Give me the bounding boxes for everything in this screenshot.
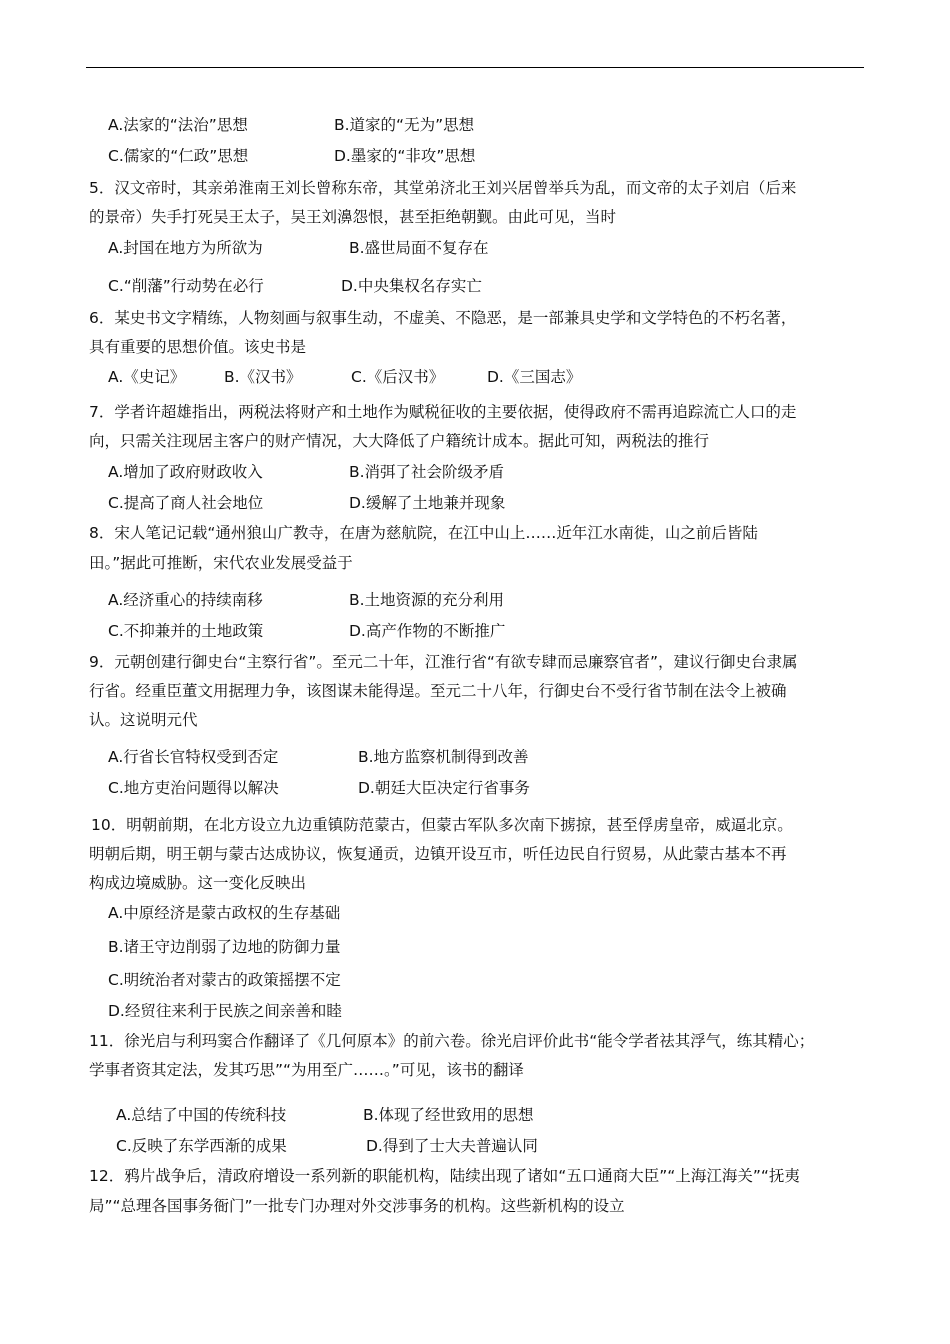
q4-option-b[interactable]: B.道家的“无为”思想	[334, 116, 475, 134]
q10-stem-line: 明朝后期，明王朝与蒙古达成协议，恢复通贡，边镇开设互市，听任边民自行贸易，从此蒙古基本不再	[89, 845, 787, 863]
q9-option-d[interactable]: D.朝廷大臣决定行省事务	[358, 779, 530, 797]
q10-option-b[interactable]: B.诸王守边削弱了边地的防御力量	[108, 938, 341, 956]
q9-option-a[interactable]: A.行省长官特权受到否定	[108, 748, 279, 766]
q6-stem-line: 6．某史书文字精练，人物刻画与叙事生动，不虚美、不隐恶，是一部兼具史学和文学特色的不朽名著，	[89, 309, 797, 327]
q10-stem-line: 10．明朝前期，在北方设立九边重镇防范蒙古，但蒙古军队多次南下掳掠，甚至俘虏皇帝，威逼北京。	[91, 816, 793, 834]
q9-stem-line: 9．元朝创建行御史台“主察行省”。至元二十年，江淮行省“有欲专肆而忌廉察官者”，建议行御史台隶属	[89, 653, 798, 671]
q7-option-b[interactable]: B.消弭了社会阶级矛盾	[349, 463, 505, 481]
q11-option-d[interactable]: D.得到了士大夫普遍认同	[366, 1137, 538, 1155]
q11-stem-line: 11．徐光启与利玛窦合作翻译了《几何原本》的前六卷。徐光启评价此书“能令学者祛其浮气，练其精心；	[89, 1032, 815, 1050]
q5-option-d[interactable]: D.中央集权名存实亡	[341, 277, 482, 295]
q5-option-a[interactable]: A.封国在地方为所欲为	[108, 239, 263, 257]
q5-stem-line: 的景帝）失手打死吴王太子，吴王刘濞怨恨，甚至拒绝朝觐。由此可见，当时	[89, 208, 617, 226]
q6-option-d[interactable]: D.《三国志》	[487, 368, 582, 386]
q4-option-c[interactable]: C.儒家的“仁政”思想	[108, 147, 249, 165]
q8-stem-line: 田。”据此可推断，宋代农业发展受益于	[89, 554, 353, 572]
q7-option-c[interactable]: C.提高了商人社会地位	[108, 494, 264, 512]
q6-option-c[interactable]: C.《后汉书》	[351, 368, 445, 386]
q8-option-d[interactable]: D.高产作物的不断推广	[349, 622, 506, 640]
q9-stem-line: 行省。经重臣董文用据理力争，该图谋未能得逞。至元二十八年，行御史台不受行省节制在法令上被确	[89, 682, 787, 700]
q11-option-b[interactable]: B.体现了经世致用的思想	[363, 1106, 534, 1124]
q5-option-b[interactable]: B.盛世局面不复存在	[349, 239, 489, 257]
q11-stem-line: 学事者资其定法，发其巧思”“为用至广……。”可见，该书的翻译	[89, 1061, 524, 1079]
q9-option-c[interactable]: C.地方吏治问题得以解决	[108, 779, 279, 797]
q6-stem-line: 具有重要的思想价值。该史书是	[89, 338, 307, 356]
q12-stem-line: 局”“总理各国事务衙门”一批专门办理对外交涉事务的机构。这些新机构的设立	[89, 1197, 625, 1215]
q11-option-a[interactable]: A.总结了中国的传统科技	[116, 1106, 287, 1124]
q8-option-b[interactable]: B.土地资源的充分利用	[349, 591, 505, 609]
q4-option-a[interactable]: A.法家的“法治”思想	[108, 116, 248, 134]
q7-stem-line: 向，只需关注现居主客户的财产情况，大大降低了户籍统计成本。据此可知，两税法的推行	[89, 432, 710, 450]
q9-option-b[interactable]: B.地方监察机制得到改善	[358, 748, 529, 766]
q7-stem-line: 7．学者许超雄指出，两税法将财产和土地作为赋税征收的主要依据，使得政府不需再追踪流亡人口的走	[89, 403, 797, 421]
q5-stem-line: 5．汉文帝时，其亲弟淮南王刘长曾称东帝，其堂弟济北王刘兴居曾举兵为乱，而文帝的太子刘启（后来	[89, 179, 797, 197]
q10-option-c[interactable]: C.明统治者对蒙古的政策摇摆不定	[108, 971, 341, 989]
q10-stem-line: 构成边境威胁。这一变化反映出	[89, 874, 307, 892]
q8-option-a[interactable]: A.经济重心的持续南移	[108, 591, 263, 609]
q8-option-c[interactable]: C.不抑兼并的土地政策	[108, 622, 264, 640]
q7-option-a[interactable]: A.增加了政府财政收入	[108, 463, 263, 481]
q11-option-c[interactable]: C.反映了东学西渐的成果	[116, 1137, 287, 1155]
q8-stem-line: 8．宋人笔记记载“通州狼山广教寺，在唐为慈航院，在江中山上……近年江水南徙，山之前后皆陆	[89, 524, 758, 542]
q6-option-a[interactable]: A.《史记》	[108, 368, 186, 386]
q9-stem-line: 认。这说明元代	[89, 711, 198, 729]
q10-option-d[interactable]: D.经贸往来利于民族之间亲善和睦	[108, 1002, 342, 1020]
header-rule	[86, 67, 864, 68]
q5-option-c[interactable]: C.“削藩”行动势在必行	[108, 277, 264, 295]
q10-option-a[interactable]: A.中原经济是蒙古政权的生存基础	[108, 904, 341, 922]
q7-option-d[interactable]: D.缓解了土地兼并现象	[349, 494, 506, 512]
q6-option-b[interactable]: B.《汉书》	[224, 368, 302, 386]
q4-option-d[interactable]: D.墨家的“非攻”思想	[334, 147, 476, 165]
q12-stem-line: 12．鸦片战争后，清政府增设一系列新的职能机构，陆续出现了诸如“五口通商大臣”“上海江海关”“抚夷	[89, 1167, 800, 1185]
